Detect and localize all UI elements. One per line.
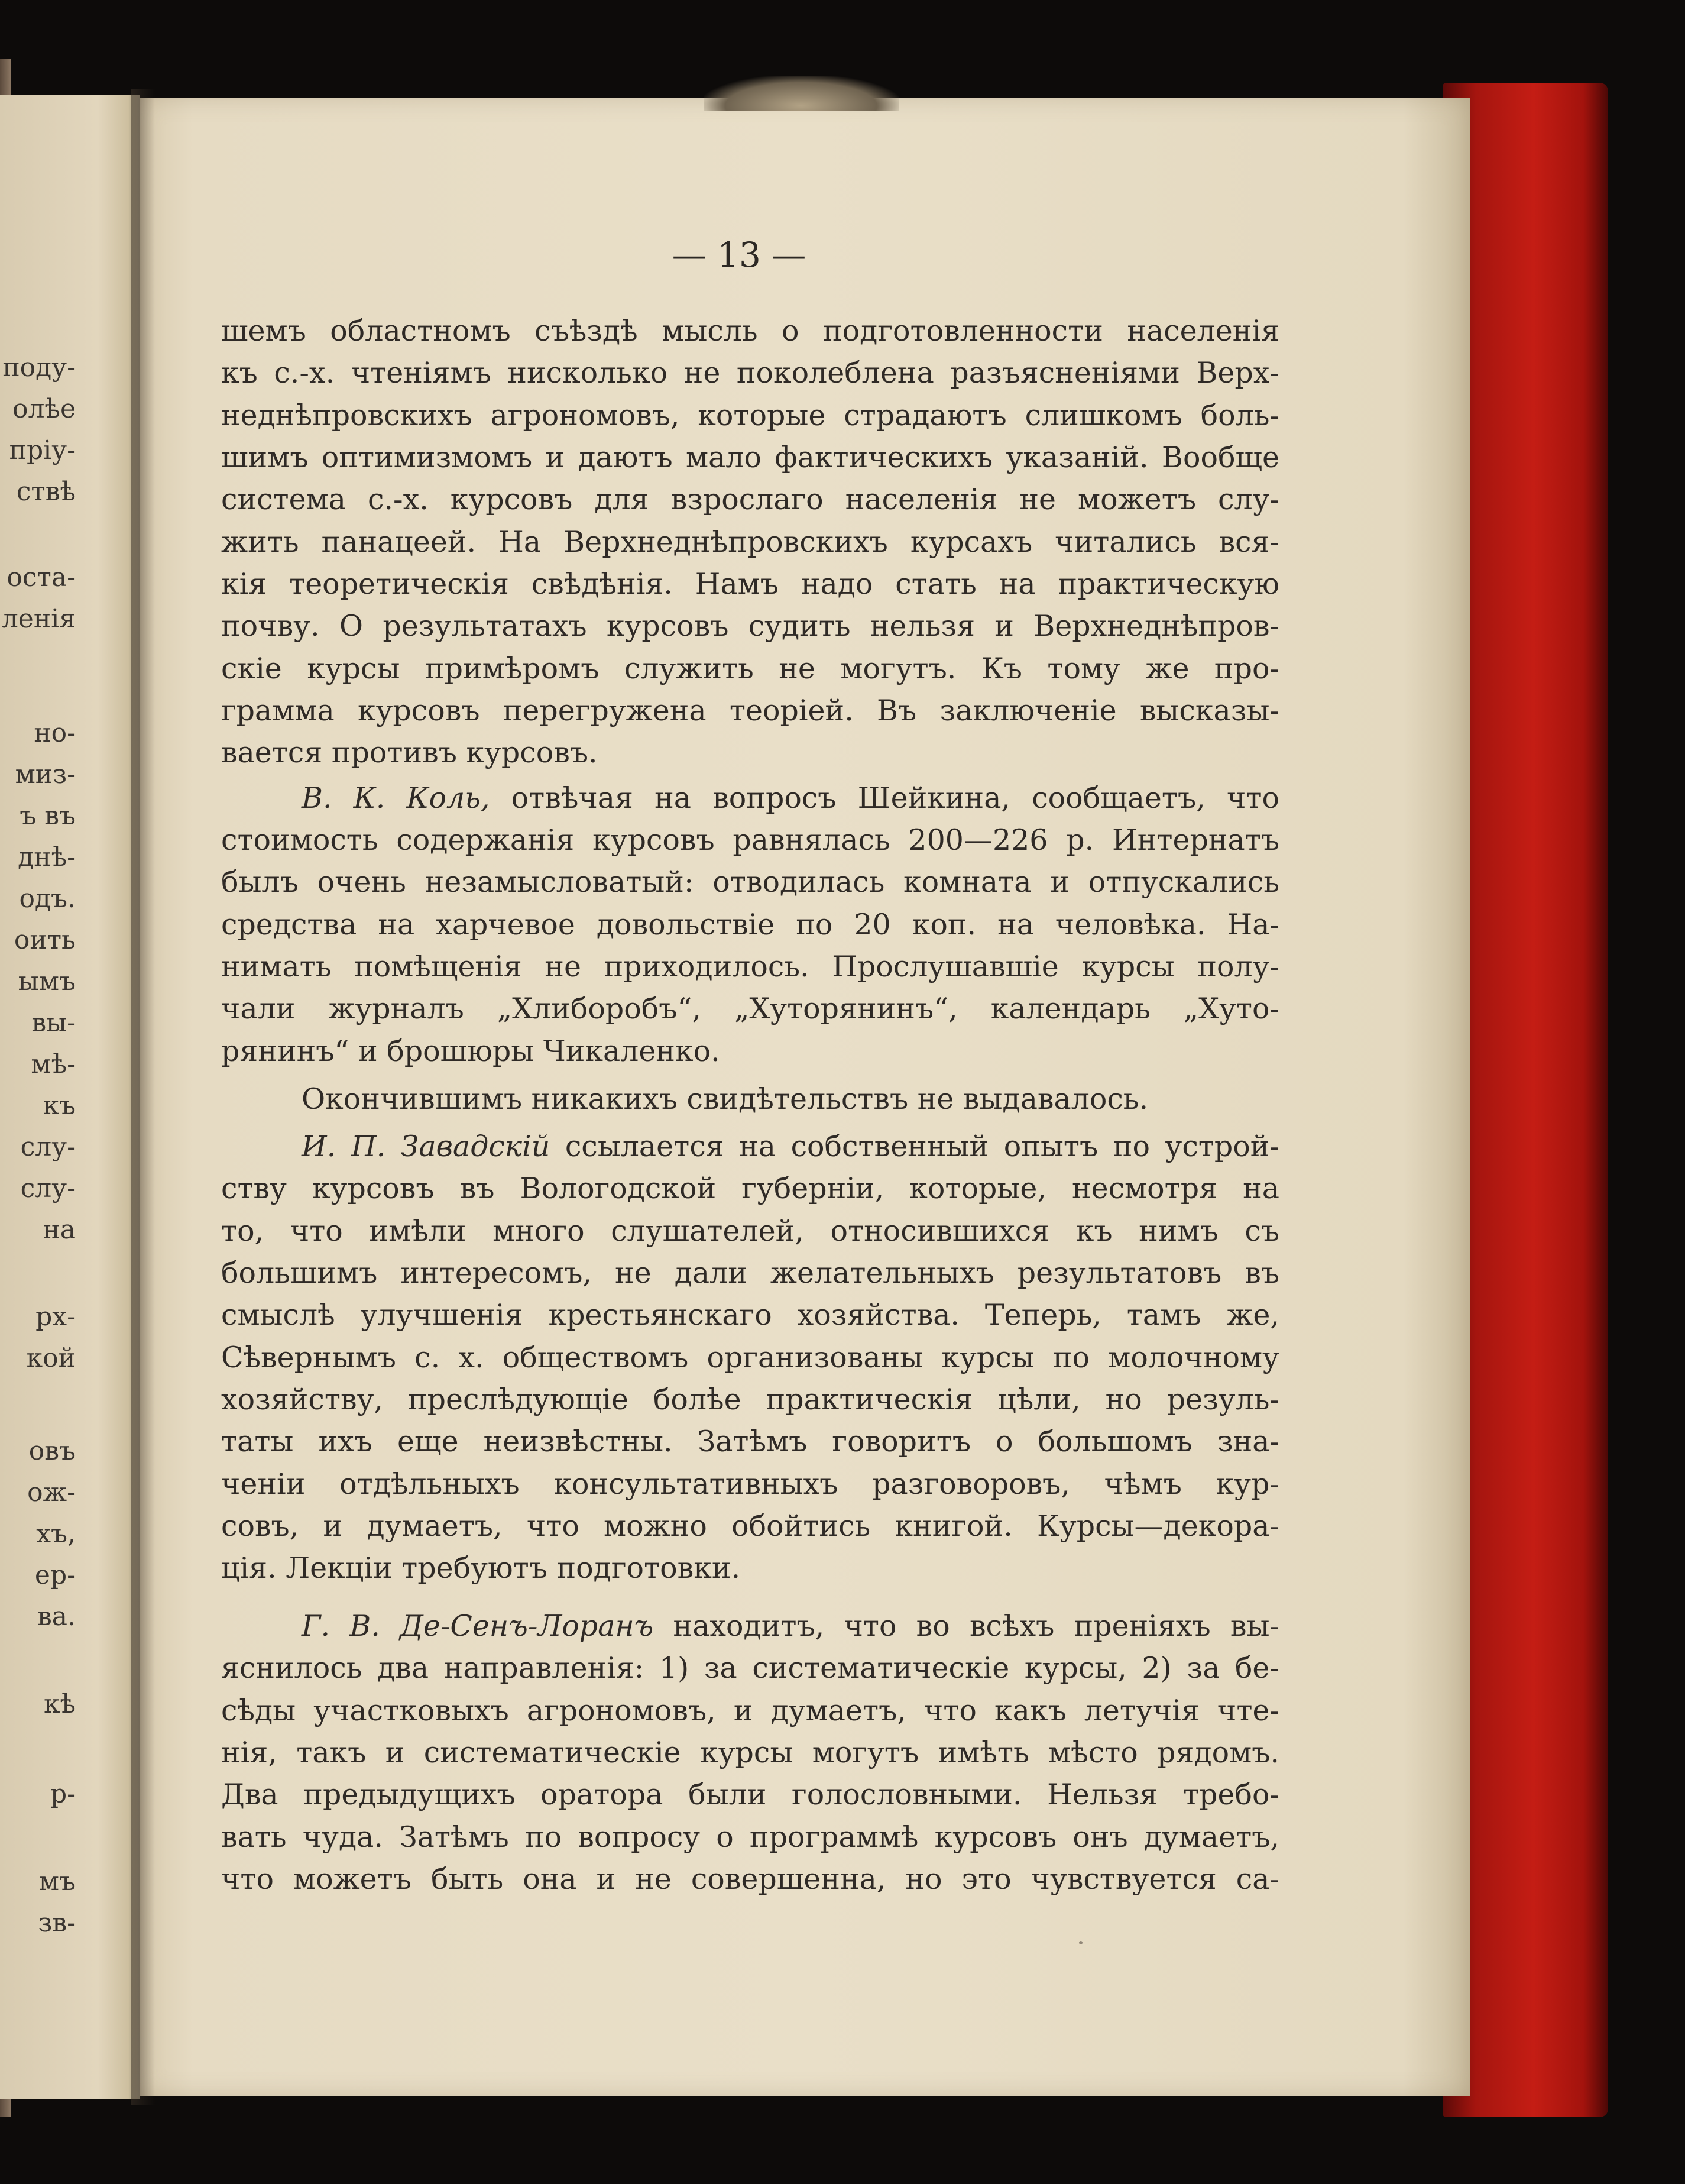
page-clip — [704, 76, 899, 111]
paper-speck — [1079, 1941, 1083, 1944]
text-line: сѣды участковыхъ агрономовъ, и думаетъ, что какъ летучія чте- — [221, 1694, 1279, 1727]
left-page-fragment: пріу- — [9, 435, 76, 465]
text-line: ція. Лекціи требуютъ подготовки. — [221, 1551, 741, 1585]
text-line: жить панацеей. На Верхнеднѣпровскихъ курсахъ читались вся- — [221, 525, 1279, 559]
text-line: рянинъ“ и брошюры Чикаленко. — [221, 1034, 720, 1068]
left-page-fragment: оить — [14, 925, 76, 955]
text-line: то, что имѣли много слушателей, относившихся къ нимъ съ — [221, 1214, 1279, 1248]
text-line: ству курсовъ въ Вологодской губерніи, которые, несмотря на — [221, 1172, 1279, 1205]
left-page-fragment: мѣ- — [31, 1049, 76, 1079]
text-line: кія теоретическія свѣдѣнія. Намъ надо стать на практическую — [221, 567, 1279, 601]
left-page-fragment: вы- — [31, 1008, 76, 1038]
left-page-fragment: оста- — [7, 562, 76, 593]
left-page-fragment: р- — [50, 1779, 76, 1809]
text-line: смыслѣ улучшенія крестьянскаго хозяйства. Теперь, тамъ же, — [221, 1298, 1279, 1332]
left-page-fragment: ож- — [27, 1477, 76, 1507]
left-page-fragment: одъ. — [19, 884, 76, 914]
text-line: яснилось два направленія: 1) за систематическіе курсы, 2) за бе- — [221, 1651, 1279, 1685]
left-page-fragment: кой — [26, 1343, 76, 1373]
text-line: средства на харчевое довольствіе по 20 коп. на человѣка. На- — [221, 908, 1279, 941]
text-line: скіе курсы примѣромъ служить не могутъ. Къ тому же про- — [221, 652, 1279, 685]
left-page-fragment: кѣ — [43, 1689, 76, 1719]
text-line: шимъ оптимизмомъ и даютъ мало фактическихъ указаній. Вообще — [221, 441, 1279, 474]
text-line: совъ, и думаетъ, что можно обойтись книгой. Курсы—декора- — [221, 1509, 1279, 1543]
text-line: почву. О результатахъ курсовъ судить нельзя и Верхнеднѣпров- — [221, 609, 1279, 643]
text-span: отвѣчая на вопросъ Шейкина, сообщаетъ, что — [511, 781, 1280, 815]
text-line: Два предыдущихъ оратора были голословными. Нельзя требо- — [221, 1778, 1279, 1811]
text-line: таты ихъ еще неизвѣстны. Затѣмъ говоритъ о большомъ зна- — [221, 1425, 1279, 1458]
left-page-fragment: овъ — [28, 1436, 76, 1466]
text-line: стоимость содержанія курсовъ равнялась 200—226 р. Интернатъ — [221, 823, 1279, 857]
left-page-fragment: ленія — [1, 604, 76, 634]
text-line — [302, 1132, 1279, 1161]
left-page-fragment: зв- — [38, 1908, 76, 1938]
left-page-fragment: мъ — [38, 1866, 76, 1897]
text-line: Окончившимъ никакихъ свидѣтельствъ не выдавалось. — [302, 1082, 1149, 1116]
text-line: грамма курсовъ перегружена теоріей. Въ заключеніе высказы- — [221, 694, 1279, 727]
text-line: былъ очень незамысловатый: отводилась комната и отпускались — [221, 865, 1279, 899]
left-page-fragment: слу- — [20, 1132, 76, 1162]
left-facing-page — [0, 95, 140, 2099]
text-line: чали журналъ „Хлиборобъ“, „Хуторянинъ“, календарь „Хуто- — [221, 992, 1279, 1025]
speaker-name: Г. В. Де-Сенъ-Лоранъ — [302, 1609, 654, 1643]
text-line: что можетъ быть она и не совершенна, но это чувствуется са- — [221, 1862, 1279, 1896]
text-line: хозяйству, преслѣдующіе болѣе практическія цѣли, но резуль- — [221, 1383, 1279, 1416]
page-number: — 13 — — [672, 235, 806, 275]
left-page-fragment: ымъ — [18, 966, 76, 996]
gutter-shadow — [131, 89, 155, 2105]
text-span: ссылается на собственный опытъ по устрой- — [565, 1130, 1279, 1163]
left-page-fragment: днѣ- — [18, 842, 76, 872]
text-line: вать чуда. Затѣмъ по вопросу о программѣ курсовъ онъ думаетъ, — [221, 1820, 1279, 1854]
left-page-fragment: хъ, — [36, 1519, 76, 1549]
left-page-fragment: поду- — [2, 352, 76, 383]
text-line: большимъ интересомъ, не дали желательныхъ результатовъ въ — [221, 1256, 1279, 1290]
left-page-fragment: къ — [43, 1091, 76, 1121]
text-line: система с.-х. курсовъ для взрослаго населенія не можетъ слу- — [221, 483, 1279, 516]
text-line: вается противъ курсовъ. — [221, 736, 598, 769]
text-line: къ с.-х. чтеніямъ нисколько не поколеблена разъясненіями Верх- — [221, 356, 1279, 390]
text-line: нимать помѣщенія не приходилось. Прослушавшіе курсы полу- — [221, 950, 1279, 983]
left-page-fragment: миз- — [15, 759, 76, 790]
left-page-fragment: ъ въ — [20, 801, 76, 831]
text-line: Сѣвернымъ с. х. обществомъ организованы курсы по молочному — [221, 1341, 1279, 1374]
left-page-fragment: ствѣ — [16, 477, 76, 507]
text-line: ченіи отдѣльныхъ консультативныхъ разговоровъ, чѣмъ кур- — [221, 1467, 1279, 1501]
left-page-fragment: олѣе — [12, 394, 76, 424]
left-page-fragment: ва. — [37, 1601, 76, 1632]
text-line — [302, 781, 1280, 815]
left-page-fragment: рх- — [35, 1302, 76, 1332]
text-line: нія, такъ и систематическіе курсы могутъ имѣть мѣсто рядомъ. — [221, 1736, 1279, 1769]
text-line: шемъ областномъ съѣздѣ мысль о подготовленности населенія — [221, 314, 1279, 348]
speaker-name: В. К. Коль, — [302, 781, 490, 815]
left-page-fragment: но- — [34, 718, 76, 748]
speaker-name: И. П. Завадскій — [302, 1130, 550, 1163]
text-line: неднѣпровскихъ агрономовъ, которые страдаютъ слишкомъ боль- — [221, 399, 1279, 432]
text-line — [302, 1609, 1279, 1643]
left-page-fragment: слу- — [20, 1173, 76, 1203]
text-span: находитъ, что во всѣхъ преніяхъ вы- — [673, 1609, 1279, 1643]
left-page-fragment: на — [43, 1215, 76, 1245]
left-page-fragment: ер- — [34, 1560, 76, 1590]
